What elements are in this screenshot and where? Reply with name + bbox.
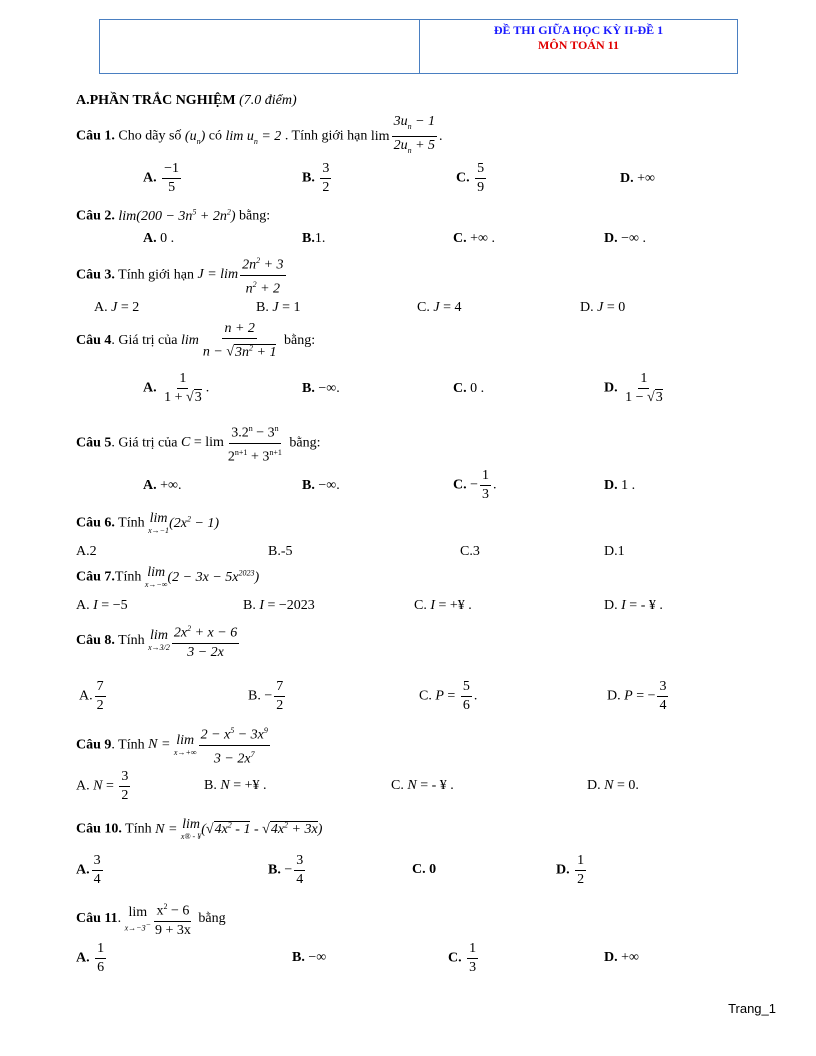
question-text: Tính giới hạn xyxy=(118,267,194,283)
answer-4a: A. $\frac{1}{1 + √3}$ . xyxy=(143,371,210,405)
math-expr: N = lim x® - ¥ $(√4x^2 - 1 - √4x^2 + 3x)$ xyxy=(155,817,323,841)
exam-title: ĐỀ THI GIỮA HỌC KỲ II-ĐỀ 1 xyxy=(493,23,664,37)
subject-title: MÔN TOÁN 11 xyxy=(538,38,619,52)
math-expr: J = lim $\frac{2n^2 + 3}{n^2 + 2}$ xyxy=(198,267,288,282)
answer-11c: C. $\frac{1}{3}$ xyxy=(448,941,477,975)
question-label: Câu 1. xyxy=(76,128,115,144)
section-points: (7.0 điểm) xyxy=(239,93,297,108)
answer-7b: B. I = −2023 xyxy=(243,598,315,613)
math-expr: $(u_n)$ xyxy=(184,128,206,146)
answer-8b: B. − $\frac{7}{2}$ xyxy=(248,679,284,713)
question-text: Tính xyxy=(118,633,145,649)
answer-11d: D. +∞ xyxy=(604,950,640,965)
question-3 xyxy=(76,252,288,298)
question-text: Tính xyxy=(114,569,142,585)
answer-2b: B.1. xyxy=(302,231,326,246)
question-label: Câu 10. xyxy=(76,821,122,837)
answer-4c: C. 0 . xyxy=(453,381,485,396)
question-2 xyxy=(76,207,270,225)
answer-6c: C.3 xyxy=(460,544,480,559)
question-text: bằng: xyxy=(283,333,316,349)
math-expr: $\lim u_n = 2$ xyxy=(225,128,282,146)
question-text: . Tính xyxy=(111,737,145,753)
answer-10c: C. 0 xyxy=(412,862,437,877)
question-text: Tính xyxy=(125,821,152,837)
answer-3d: D. J = 0 xyxy=(580,300,626,315)
answer-1d: D. +∞ xyxy=(620,171,656,186)
question-text: . Tính giới hạn xyxy=(284,128,368,144)
answer-5c: C. − $\frac{1}{3}$ . xyxy=(453,468,497,502)
math-expr: lim $\frac{3u_n - 1}{2u_n + 5}$ . xyxy=(370,114,443,155)
question-label: Câu 6. xyxy=(76,515,115,531)
question-label: Câu 2. xyxy=(76,208,115,224)
question-text: bằng: xyxy=(289,435,321,451)
answer-7c: C. I = +¥ . xyxy=(414,598,472,613)
math-expr: lim x→3/2 $\frac{2x^2 + x - 6}{3 - 2x}$ xyxy=(148,633,241,648)
header-left-cell xyxy=(100,20,420,73)
answer-2a: A. 0 . xyxy=(143,231,175,246)
answer-11a: A. $\frac{1}{6}$ xyxy=(76,941,105,975)
question-text: . Giá trị của xyxy=(111,435,178,451)
page-number: Trang_1 xyxy=(728,1001,776,1016)
question-label: Câu 8. xyxy=(76,633,115,649)
question-label: Câu 11 xyxy=(76,911,118,927)
question-label: Câu 5 xyxy=(76,435,112,451)
question-11 xyxy=(76,898,226,940)
answer-4b: B. −∞. xyxy=(302,381,340,396)
question-label: Câu 9 xyxy=(76,737,112,753)
answer-8a: A. $\frac{7}{2}$ xyxy=(79,679,104,713)
question-text: . Giá trị của xyxy=(111,333,178,349)
math-expr: lim x→−1 $(2x^2 - 1)$ xyxy=(148,511,220,535)
question-text: có xyxy=(208,128,222,144)
answer-2d: D. −∞ . xyxy=(604,231,647,246)
question-text: Tính xyxy=(118,515,145,531)
question-5 xyxy=(76,420,320,466)
answer-1b: B. $\frac{3}{2}$ xyxy=(302,161,330,195)
answer-2c: C. +∞ . xyxy=(453,231,496,246)
section-title-text: A.PHẦN TRẮC NGHIỆM xyxy=(76,93,236,108)
header-right-cell xyxy=(420,20,737,73)
answer-10a: A. $\frac{3}{4}$ xyxy=(76,853,101,887)
section-title xyxy=(76,93,297,109)
option-a: A. xyxy=(143,170,157,186)
answer-3a: A. J = 2 xyxy=(94,300,140,315)
question-label: Câu 3. xyxy=(76,267,115,283)
answer-8d: D. P = − $\frac{3}{4}$ xyxy=(607,679,667,713)
math-expr: lim $\frac{n + 2}{n - √3n^2 + 1}$ xyxy=(181,321,277,360)
answer-5d: D. 1 . xyxy=(604,478,636,493)
answer-7a: A. I = −5 xyxy=(76,598,128,613)
question-10 xyxy=(76,818,322,841)
answer-row-1: A. $\frac{-1}{5}$ xyxy=(143,161,180,195)
answer-5b: B. −∞. xyxy=(302,478,340,493)
question-text: Cho dãy số xyxy=(118,128,182,144)
question-label: Câu 4 xyxy=(76,333,112,349)
math-expr: N = lim x→+∞ $\frac{2 - x^5 - 3x^9}{3 - 2x^7}$ xyxy=(148,737,272,752)
answer-6b: B.-5 xyxy=(268,544,293,559)
answer-3c: C. J = 4 xyxy=(417,300,462,315)
answer-9d: D. N = 0. xyxy=(587,778,639,793)
answer-5a: A. +∞. xyxy=(143,478,182,493)
question-6 xyxy=(76,512,219,535)
question-label: Câu 7. xyxy=(76,569,115,585)
question-1 xyxy=(76,113,443,160)
answer-7d: D. I = - ¥ . xyxy=(604,598,663,613)
answer-9c: C. N = - ¥ . xyxy=(391,778,454,793)
math-expr: lim x→−3− $\frac{x^2 - 6}{9 + 3x}$ xyxy=(125,911,195,926)
answer-8c: C. P = $\frac{5}{6}$ . xyxy=(419,679,478,713)
header-table xyxy=(99,19,738,74)
answer-9b: B. N = +¥ . xyxy=(204,778,267,793)
answer-10d: D. $\frac{1}{2}$ xyxy=(556,853,585,887)
answer-6d: D.1 xyxy=(604,544,625,559)
math-expr: lim x→−∞ $(2 - 3x - 5x^{2023})$ xyxy=(144,565,260,589)
math-expr: C = lim $\frac{3.2^n - 3^n}{2^{n+1} + 3^{n+1}}$ xyxy=(181,435,286,450)
answer-10b: B. − $\frac{3}{4}$ xyxy=(268,853,304,887)
question-9 xyxy=(76,722,272,768)
question-text: bằng xyxy=(198,911,226,927)
question-4 xyxy=(76,320,315,362)
answer-4d: D. $\frac{1}{1 - √3}$ xyxy=(604,371,663,405)
question-text: bằng: xyxy=(239,208,271,224)
answer-3b: B. J = 1 xyxy=(256,300,301,315)
math-expr: $\lim(200 - 3n^5 + 2n^2)$ xyxy=(118,207,236,224)
answer-9a: A. N = $\frac{3}{2}$ xyxy=(76,769,129,803)
question-7 xyxy=(76,566,259,589)
question-8 xyxy=(76,620,241,662)
answer-6a: A.2 xyxy=(76,544,97,559)
question-text: . xyxy=(117,911,122,927)
answer-1c: C. $\frac{5}{9}$ xyxy=(456,161,485,195)
answer-11b: B. −∞ xyxy=(292,950,327,965)
